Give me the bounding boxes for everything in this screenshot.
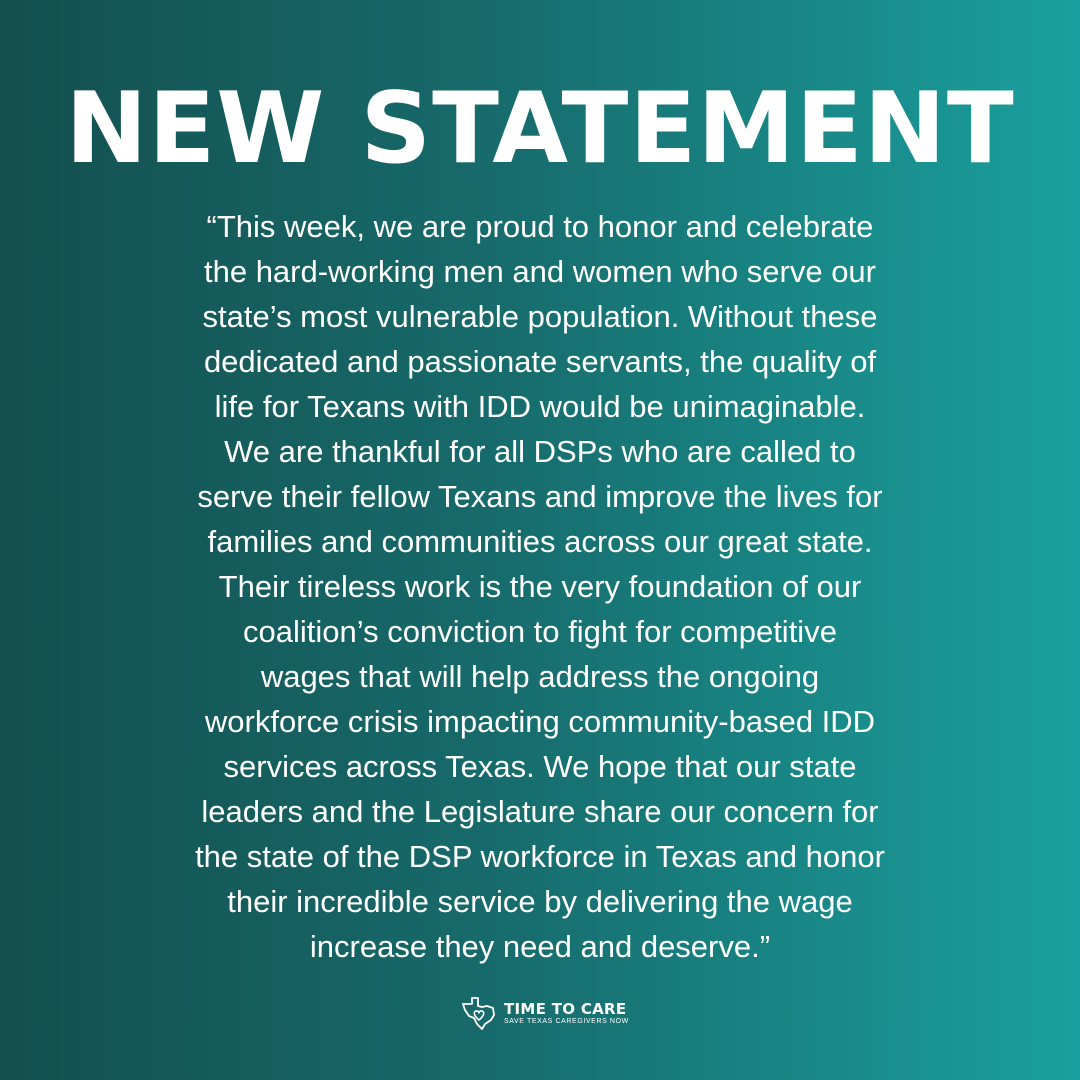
statement-line: state’s most vulnerable population. Without these (202, 299, 878, 334)
statement-line: “This week, we are proud to honor and celebrate (206, 209, 874, 244)
statement-line: their incredible service by delivering the wage (227, 884, 853, 919)
statement-line: leaders and the Legislature share our concern for (201, 794, 879, 829)
statement-line: increase they need and deserve.” (309, 929, 771, 964)
statement-line: wages that will help address the ongoing (260, 659, 820, 694)
statement-line: the state of the DSP workforce in Texas and honor (195, 839, 885, 874)
statement-line: serve their fellow Texans and improve the lives for (197, 479, 883, 514)
logo-tagline: SAVE TEXAS CAREGIVERS NOW (504, 1017, 629, 1025)
statement-line: dedicated and passionate servants, the quality of (203, 344, 877, 379)
statement-line: life for Texans with IDD would be unimaginable. (214, 389, 866, 424)
statement-line: the hard-working men and women who serve our (203, 254, 876, 289)
statement-line: We are thankful for all DSPs who are called to (224, 434, 856, 469)
headline: NEW STATEMENT (65, 72, 1015, 186)
statement-line: Their tireless work is the very foundation of our (218, 569, 862, 604)
logo-text (504, 1001, 629, 1026)
time-to-care-logo (460, 996, 629, 1030)
statement-line: coalition’s conviction to fight for competitive (243, 614, 837, 649)
statement-line: workforce crisis impacting community-based IDD (204, 704, 876, 739)
statement-line: families and communities across our great state. (207, 524, 873, 559)
logo-name: TIME TO CARE (504, 999, 627, 1018)
statement-line: services across Texas. We hope that our state (223, 749, 857, 784)
texas-heart-icon (460, 996, 498, 1030)
statement-quote (110, 204, 970, 969)
